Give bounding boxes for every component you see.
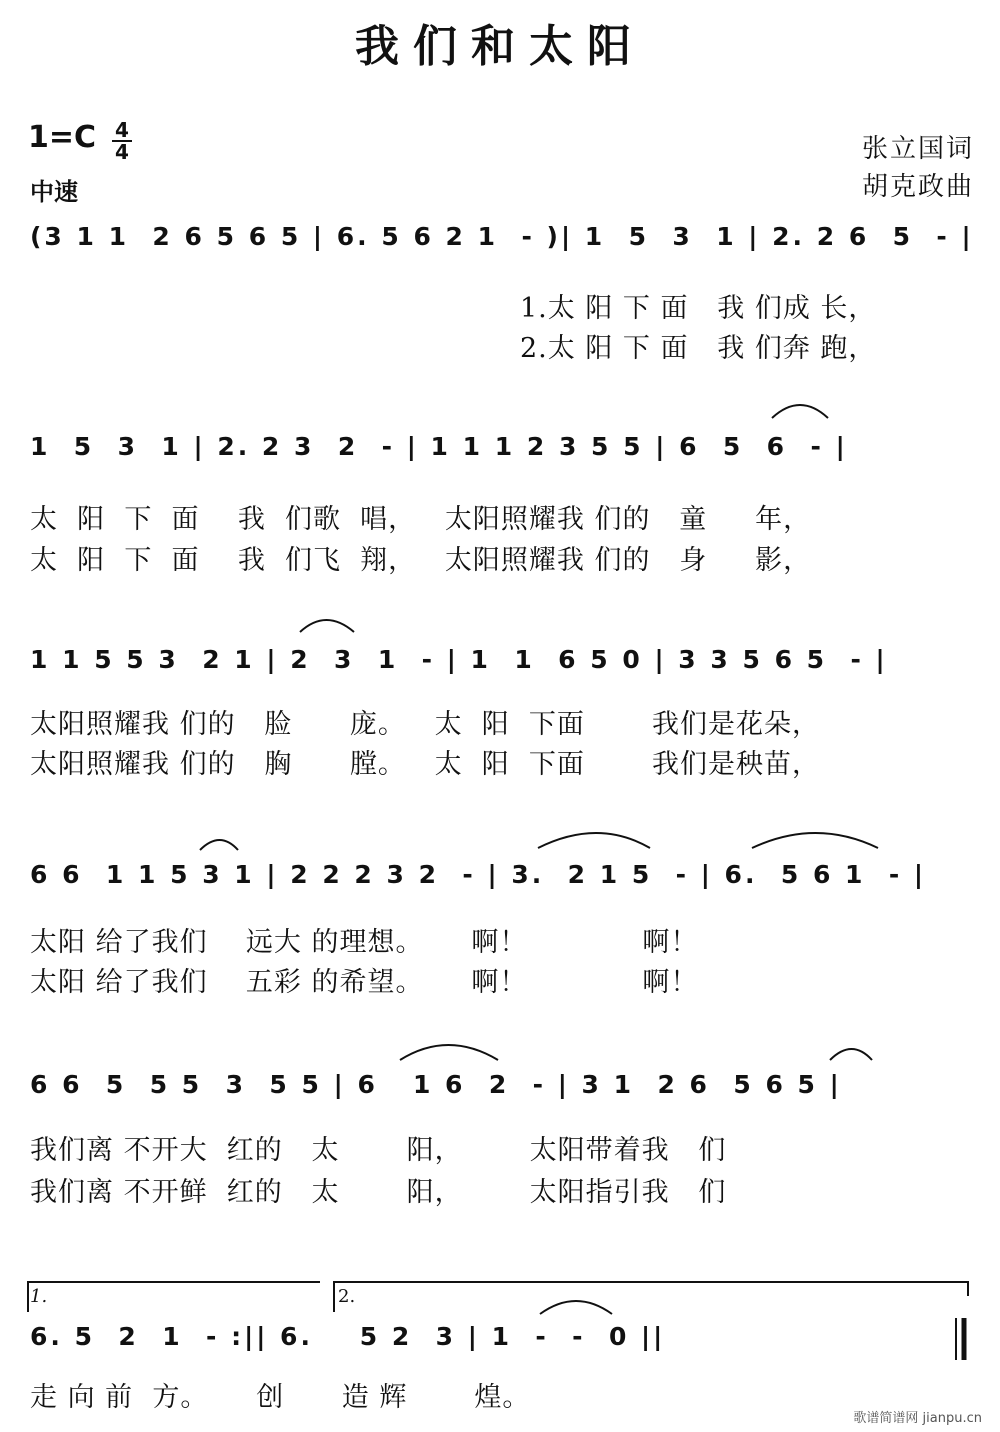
lyricist-credit: 张立国词 (861, 134, 974, 164)
time-signature-top: 4 (115, 118, 129, 142)
system-1-notes: (3 1 1 2 6 5 6 5 | 6. 5 6 2 1 - )| 1 5 3 1 | 2. 2 6 5 - | (30, 222, 974, 251)
system-3-lyrics-verse-2: 太阳照耀我 们的 胸 膛。 太 阳 下面 我们是秧苗， (30, 749, 820, 780)
volta-2-label: 2. (338, 1286, 356, 1307)
system-2-lyrics-verse-2: 太 阳 下 面 我 们飞 翔， 太阳照耀我 们的 身 影， (30, 545, 812, 576)
system-5-lyrics-verse-2: 我们离 不开鲜 红的 太 阳， 太阳指引我 们 (30, 1177, 727, 1208)
slur (772, 405, 828, 418)
system-3-notes: 1 1 5 5 3 2 1 | 2 3 1 - | 1 1 6 5 0 | 3 3 5 6 5 - | (30, 645, 888, 674)
composer-credit: 胡克政曲 (861, 172, 974, 202)
system-4-lyrics-verse-1: 太阳 给了我们 远大 的理想。 啊！ 啊！ (30, 927, 699, 958)
system-6-lyrics-verse-1: 走 向 前 方。 创 造 辉 煌。 (30, 1382, 531, 1413)
slur (752, 833, 878, 848)
system-3-lyrics-verse-1: 太阳照耀我 们的 脸 庞。 太 阳 下面 我们是花朵， (30, 709, 820, 740)
system-1-lyrics-verse-1: 1.太 阳 下 面 我 们成 长， (520, 293, 877, 324)
key-signature: 1=C (28, 120, 97, 155)
page-title: 我们和太阳 (355, 21, 645, 72)
volta-1-bracket (28, 1282, 320, 1312)
system-2-notes: 1 5 3 1 | 2. 2 3 2 - | 1 1 1 2 3 5 5 | 6 5 6 - | (30, 432, 848, 461)
system-6-notes: 6. 5 2 1 - :|| 6. 5 2 3 | 1 - - 0 || (30, 1322, 666, 1351)
system-5-lyrics-verse-1: 我们离 不开大 红的 太 阳， 太阳带着我 们 (30, 1135, 727, 1166)
system-5-notes: 6 6 5 5 5 3 5 5 | 6 1 6 2 - | 3 1 2 6 5 6 5 | (30, 1070, 842, 1099)
volta-2-bracket (334, 1282, 968, 1312)
system-4-notes: 6 6 1 1 5 3 1 | 2 2 2 3 2 - | 3. 2 1 5 - | 6. 5 6 1 - | (30, 860, 927, 889)
time-signature-bottom: 4 (115, 140, 129, 164)
system-4-lyrics-verse-2: 太阳 给了我们 五彩 的希望。 啊！ 啊！ (30, 967, 699, 998)
volta-1-label: 1. (30, 1286, 48, 1307)
watermark: 歌谱简谱网 jianpu.cn (853, 1411, 982, 1426)
slur (538, 833, 650, 848)
tempo-marking: 中速 (30, 177, 78, 206)
system-2-lyrics-verse-1: 太 阳 下 面 我 们歌 唱， 太阳照耀我 们的 童 年， (30, 504, 812, 535)
slur (200, 840, 238, 850)
slur (830, 1049, 872, 1060)
slur (540, 1301, 612, 1314)
system-1-lyrics-verse-2: 2.太 阳 下 面 我 们奔 跑， (520, 333, 877, 364)
slur (400, 1045, 498, 1060)
slur (300, 620, 354, 632)
